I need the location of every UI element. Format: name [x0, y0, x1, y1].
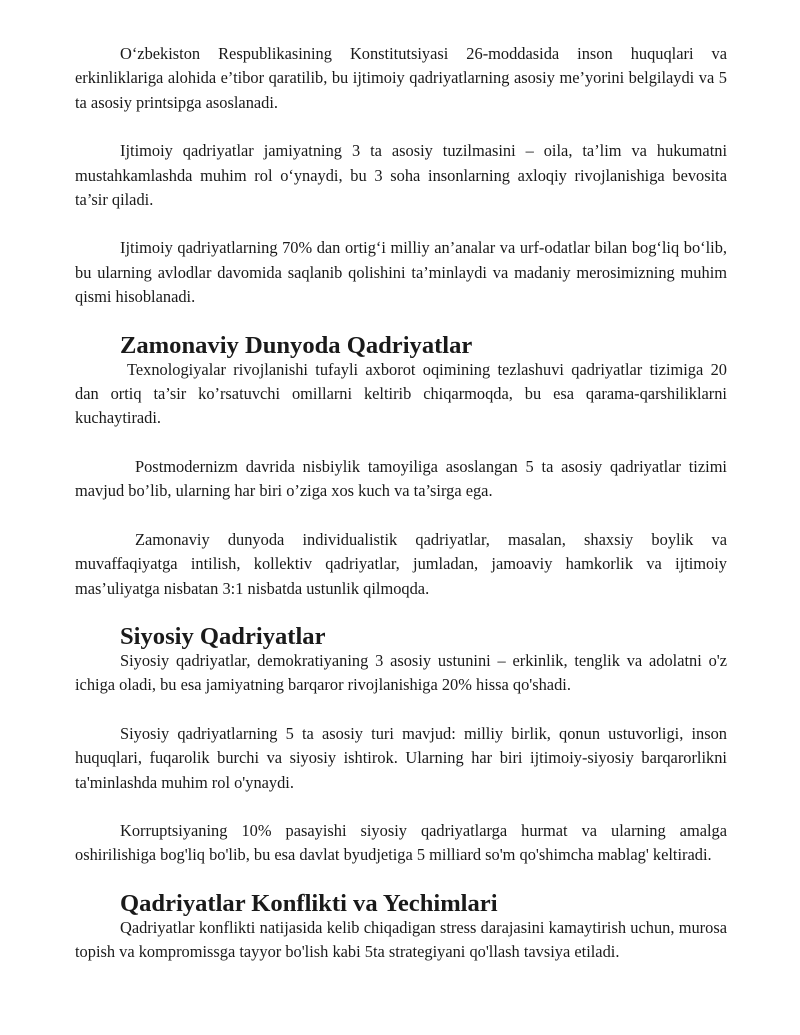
political-paragraph-2: Siyosiy qadriyatlarning 5 ta asosiy turi mavjud: milliy birlik, qonun ustuvorligi, inson huquqlari, fuqarolik burchi va siyosiy ishtirok. Ularning har biri ijtimoiy-siyosiy barqarorlikni ta'minlashda muhim rol o'ynaydi. — [75, 723, 727, 792]
section-heading-modern: Zamonaviy Dunyoda Qadriyatlar — [120, 331, 473, 359]
modern-paragraph-2: Postmodernizm davrida nisbiylik tamoyiliga asoslangan 5 ta asosiy qadriyatlar tizimi mavjud bo’lib, ularning har biri o’ziga xos kuch va ta’sirga ega. — [75, 456, 727, 501]
political-paragraph-3: Korruptsiyaning 10% pasayishi siyosiy qadriyatlarga hurmat va ularning amalga oshirilishiga bog'liq bo'lib, bu esa davlat byudjetiga 5 milliard so'm qo'shimcha mablag' keltiradi. — [75, 820, 727, 865]
paragraph-spacer — [75, 795, 727, 819]
section-spacer — [75, 868, 727, 892]
section-spacer — [75, 310, 727, 334]
section-heading-political: Siyosiy Qadriyatlar — [120, 622, 326, 650]
modern-paragraph-1: Texnologiyalar rivojlanishi tufayli axborot oqimining tezlashuvi qadriyatlar tizimiga 20 dan ortiq ta’sir ko’rsatuvchi omillarni keltirib chiqarmoqda, bu esa qarama-qarshiliklarni kuchaytiradi. — [75, 359, 727, 428]
paragraph-spacer — [75, 115, 727, 139]
intro-paragraph-2: Ijtimoiy qadriyatlar jamiyatning 3 ta asosiy tuzilmasini – oila, ta’lim va hukumatni mustahkamlashda muhim rol o‘ynaydi, bu 3 soha insonlarning axloqiy rivojlanishiga bevosita ta’sir qiladi. — [75, 141, 727, 210]
paragraph-spacer — [75, 431, 727, 455]
section-heading-conflict: Qadriyatlar Konflikti va Yechimlari — [120, 889, 498, 917]
modern-paragraph-3: Zamonaviy dunyoda individualistik qadriyatlar, masalan, shaxsiy boylik va muvaffaqiyatga intilish, kollektiv qadriyatlar, jumladan, jamoaviy hamkorlik va ijtimoiy mas’uliyatga nisbatan 3:1 nisbatda ustunlik qilmoqda. — [75, 529, 727, 598]
intro-paragraph-3: Ijtimoiy qadriyatlarning 70% dan ortig‘i milliy an’analar va urf-odatlar bilan bog‘liq bo‘lib, bu ularning avlodlar davomida saqlanib qolishini ta’minlaydi va madaniy merosimizning muhim qismi hisoblanadi. — [75, 238, 727, 307]
section-spacer — [75, 601, 727, 625]
paragraph-spacer — [75, 504, 727, 528]
paragraph-spacer — [75, 698, 727, 722]
intro-paragraph-1: O‘zbekiston Respublikasining Konstitutsiyasi 26-moddasida inson huquqlari va erkinliklariga alohida e’tibor qaratilib, bu ijtimoiy qadriyatlarning asosiy me’yorini belgilaydi va 5 ta asosiy printsipga asoslanadi. — [75, 44, 727, 112]
conflict-paragraph-1: Qadriyatlar konflikti natijasida kelib chiqadigan stress darajasini kamaytirish uchun, murosa topish va kompromissga tayyor bo'lish kabi 5ta strategiyani qo'llash tavsiya etiladi. — [75, 917, 727, 962]
paragraph-spacer — [75, 212, 727, 236]
political-paragraph-1: Siyosiy qadriyatlar, demokratiyaning 3 asosiy ustunini – erkinlik, tenglik va adolatni o'z ichiga oladi, bu esa jamiyatning barqaror rivojlanishiga 20% hissa qo'shadi. — [75, 650, 727, 695]
